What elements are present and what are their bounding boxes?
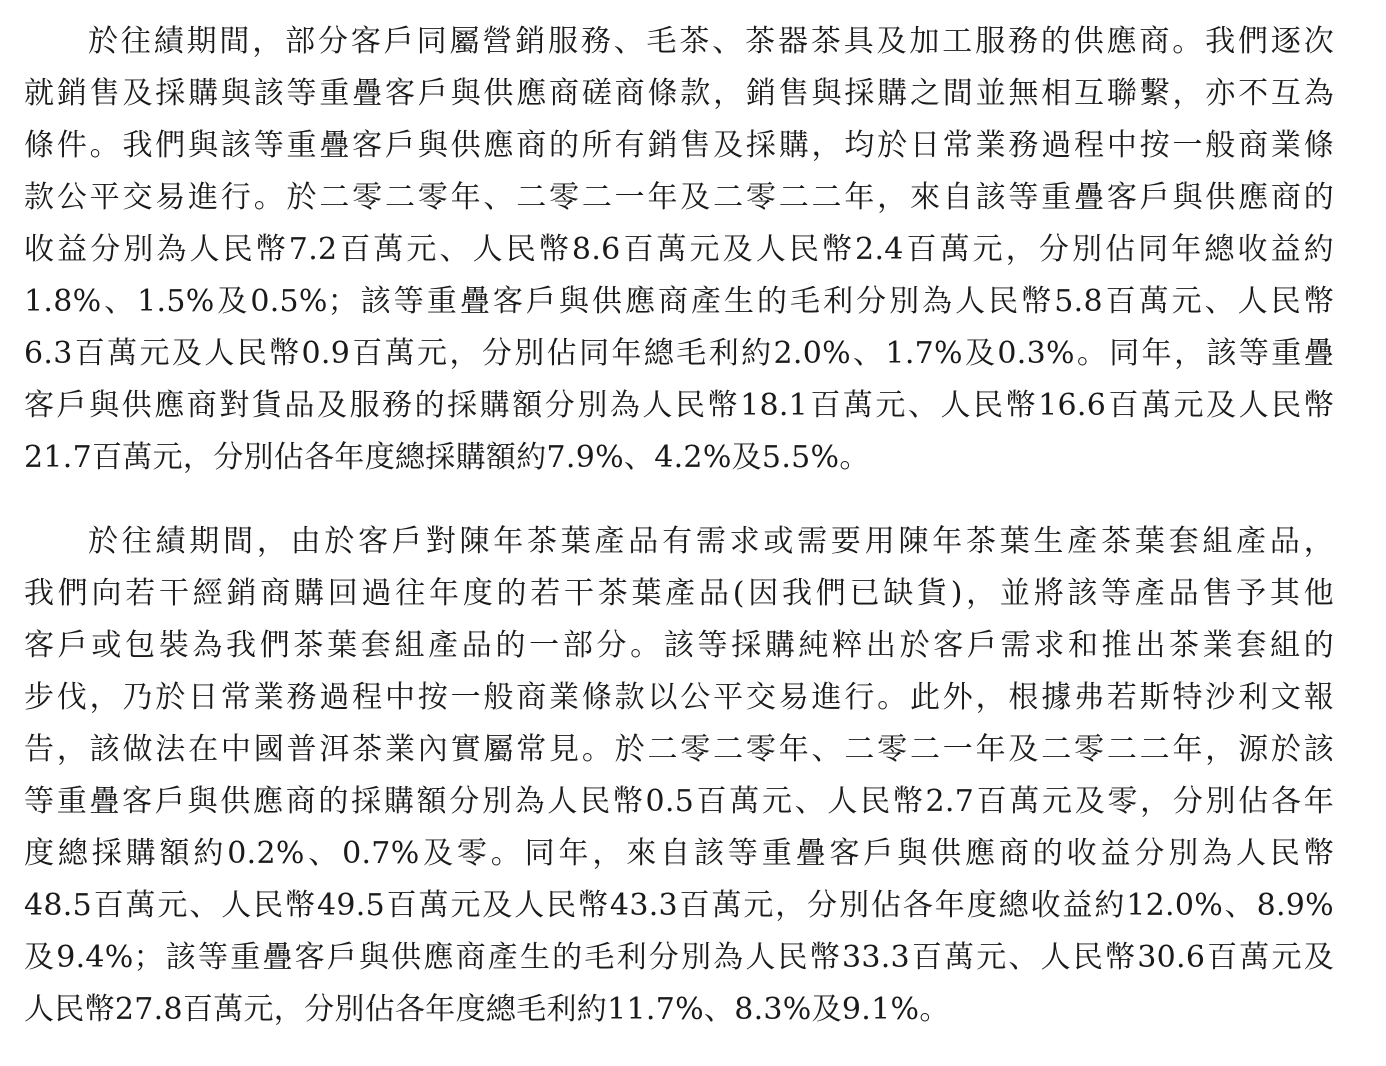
paragraph-aged-tea-repurchase — [24, 516, 1334, 1036]
text-line: 就銷售及採購與該等重疊客戶與供應商磋商條款，銷售與採購之間並無相互聯繫，亦不互為 — [24, 76, 1334, 111]
text-line: 客戶或包裝為我們茶葉套組產品的一部分。該等採購純粹出於客戶需求和推出茶業套組的 — [24, 628, 1334, 663]
text-line: 告，該做法在中國普洱茶業內實屬常見。於二零二零年、二零二一年及二零二二年，源於該 — [24, 732, 1334, 767]
text-line: 條件。我們與該等重疊客戶與供應商的所有銷售及採購，均於日常業務過程中按一般商業條 — [24, 128, 1334, 163]
text-line-last: 21.7百萬元，分別佔各年度總採購額約7.9%、4.2%及5.5%。 — [24, 440, 870, 475]
text-line-last: 人民幣27.8百萬元，分別佔各年度總毛利約11.7%、8.3%及9.1%。 — [24, 992, 950, 1027]
text-line: 1.8%、1.5%及0.5%；該等重疊客戶與供應商產生的毛利分別為人民幣5.8百萬元、人民幣 — [24, 284, 1334, 319]
text-line: 款公平交易進行。於二零二零年、二零二一年及二零二二年，來自該等重疊客戶與供應商的 — [24, 180, 1334, 215]
text-line: 我們向若干經銷商購回過往年度的若干茶葉產品(因我們已缺貨)，並將該等產品售予其他 — [24, 576, 1334, 611]
text-line: 收益分別為人民幣7.2百萬元、人民幣8.6百萬元及人民幣2.4百萬元，分別佔同年總收益約 — [24, 232, 1334, 267]
text-line: 於往績期間，由於客戶對陳年茶葉產品有需求或需要用陳年茶葉生產茶葉套組產品， — [88, 524, 1334, 559]
text-line: 6.3百萬元及人民幣0.9百萬元，分別佔同年總毛利約2.0%、1.7%及0.3%。同年，該等重疊 — [24, 336, 1334, 371]
text-line: 等重疊客戶與供應商的採購額分別為人民幣0.5百萬元、人民幣2.7百萬元及零，分別佔各年 — [24, 784, 1334, 819]
paragraph-overlapping-customers-suppliers — [24, 16, 1334, 484]
text-line: 及9.4%；該等重疊客戶與供應商產生的毛利分別為人民幣33.3百萬元、人民幣30.6百萬元及 — [24, 940, 1334, 975]
text-line: 步伐，乃於日常業務過程中按一般商業條款以公平交易進行。此外，根據弗若斯特沙利文報 — [24, 680, 1334, 715]
text-line: 48.5百萬元、人民幣49.5百萬元及人民幣43.3百萬元，分別佔各年度總收益約12.0%、8.9% — [24, 888, 1334, 923]
text-line: 度總採購額約0.2%、0.7%及零。同年，來自該等重疊客戶與供應商的收益分別為人民幣 — [24, 836, 1334, 871]
text-line: 客戶與供應商對貨品及服務的採購額分別為人民幣18.1百萬元、人民幣16.6百萬元及人民幣 — [24, 388, 1334, 423]
text-line: 於往績期間，部分客戶同屬營銷服務、毛茶、茶器茶具及加工服務的供應商。我們逐次 — [88, 24, 1334, 59]
